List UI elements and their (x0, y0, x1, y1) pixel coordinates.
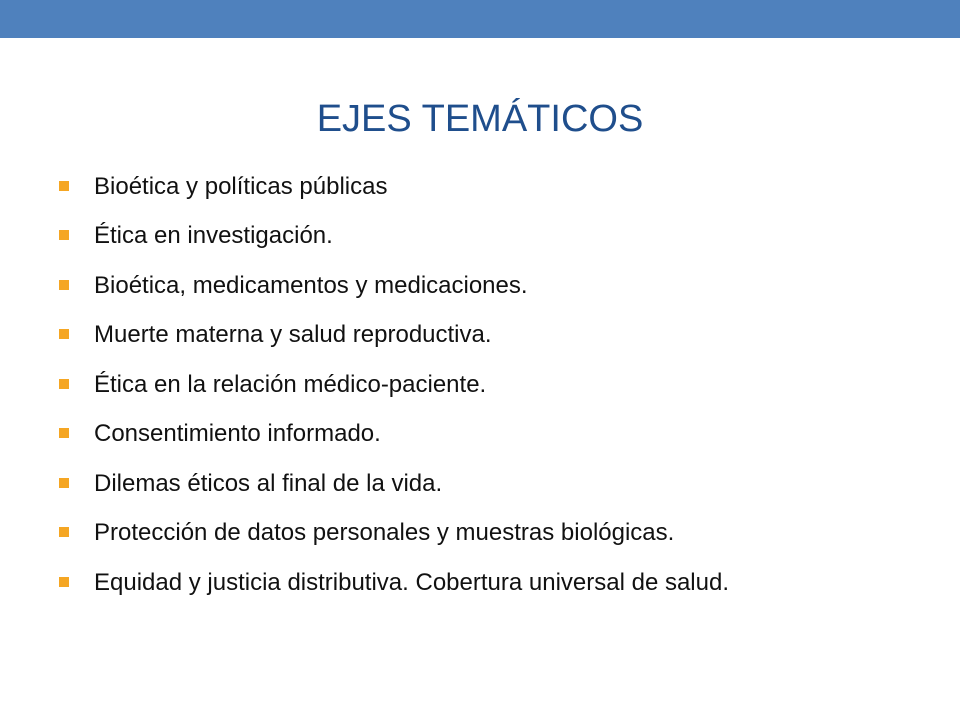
list-item (58, 162, 938, 212)
list-item-text: Protección de datos personales y muestras biológicas. (94, 519, 675, 547)
square-bullet-icon (59, 329, 69, 339)
square-bullet-icon (59, 280, 69, 290)
list-item-text: Consentimiento informado. (94, 420, 381, 448)
list-item (58, 509, 938, 559)
square-bullet-icon (59, 527, 69, 537)
topics-list (58, 162, 938, 608)
list-item (58, 360, 938, 410)
square-bullet-icon (59, 230, 69, 240)
list-item (58, 261, 938, 311)
square-bullet-icon (59, 577, 69, 587)
list-item (58, 459, 938, 509)
square-bullet-icon (59, 181, 69, 191)
list-item-text: Dilemas éticos al final de la vida. (94, 469, 443, 497)
list-item-text: Bioética, medicamentos y medicaciones. (94, 271, 528, 299)
list-item (58, 558, 938, 608)
slide-title: EJES TEMÁTICOS (316, 98, 644, 140)
list-item (58, 212, 938, 262)
square-bullet-icon (59, 428, 69, 438)
list-item-text: Equidad y justicia distributiva. Cobertura universal de salud. (94, 568, 730, 596)
list-item-text: Ética en investigación. (94, 222, 333, 250)
square-bullet-icon (59, 478, 69, 488)
list-item (58, 311, 938, 361)
list-item-text: Ética en la relación médico-paciente. (94, 370, 487, 398)
list-item-text: Bioética y políticas públicas (94, 172, 388, 200)
top-accent-bar (0, 0, 960, 38)
list-item (58, 410, 938, 460)
list-item-text: Muerte materna y salud reproductiva. (94, 321, 492, 349)
square-bullet-icon (59, 379, 69, 389)
